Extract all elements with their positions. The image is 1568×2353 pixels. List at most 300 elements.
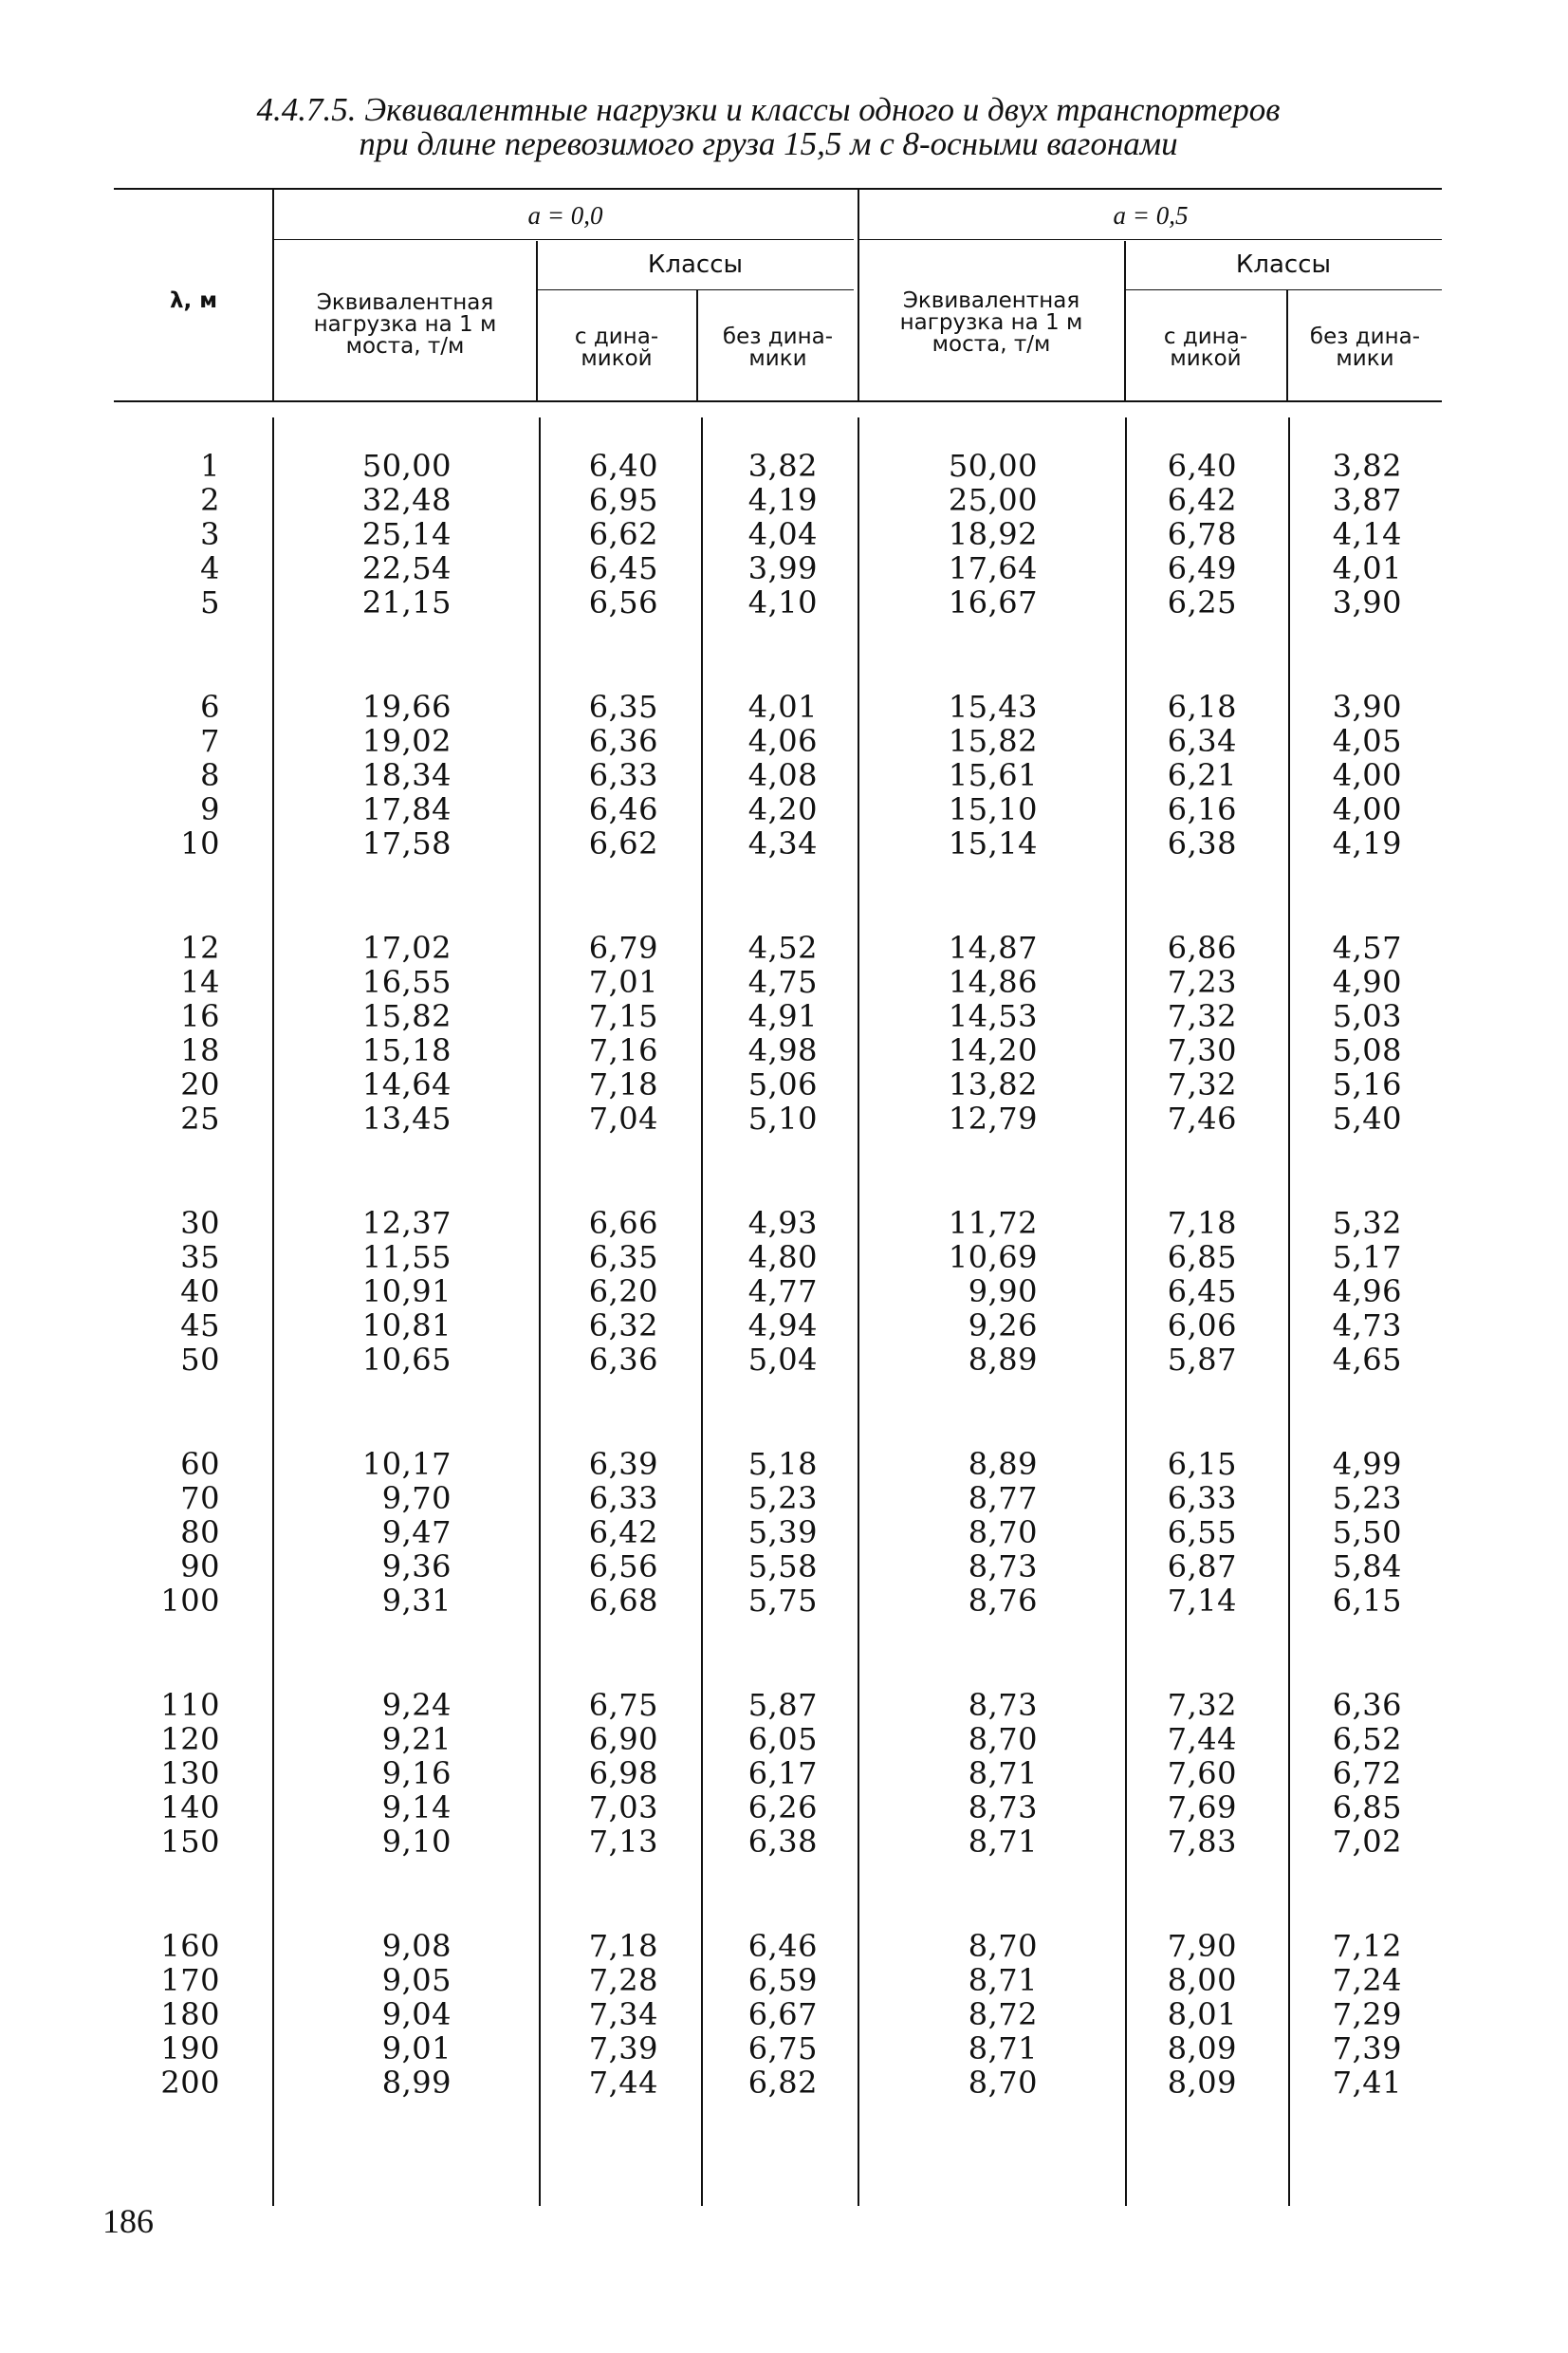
- load-a0-cell: 9,04: [381, 1996, 452, 2032]
- class-nodyn-a05-cell: 4,99: [1332, 1446, 1402, 1482]
- class-dyn-a0-cell: 6,42: [588, 1514, 658, 1550]
- table-row: [0, 1997, 1568, 2031]
- load-a05-cell: 8,71: [968, 2030, 1038, 2066]
- class-dyn-a05-cell: 7,83: [1167, 1824, 1237, 1860]
- class-dyn-a0-cell: 7,44: [588, 2065, 658, 2101]
- load-a0-cell: 9,21: [381, 1721, 452, 1757]
- load-a0-cell: 25,14: [361, 516, 452, 552]
- class-nodyn-a05-cell: 7,41: [1332, 2065, 1402, 2101]
- load-header-left: [275, 292, 535, 358]
- load-a05-cell: 8,73: [968, 1687, 1038, 1723]
- lambda-cell: 14: [180, 964, 220, 1000]
- load-a0-cell: 9,36: [381, 1548, 452, 1584]
- table-row: [0, 1790, 1568, 1825]
- load-a05-cell: 14,53: [948, 998, 1038, 1034]
- class-dyn-a05-cell: 7,32: [1167, 1687, 1237, 1723]
- class-nodyn-a05-cell: 4,19: [1332, 825, 1402, 862]
- lambda-cell: 160: [160, 1928, 220, 1964]
- load-a0-cell: 10,17: [361, 1446, 452, 1482]
- without-dynamics-header-right: [1288, 326, 1442, 370]
- class-nodyn-a05-cell: 6,52: [1332, 1721, 1402, 1757]
- load-a05-cell: 10,69: [948, 1239, 1038, 1275]
- load-a0-cell: 9,01: [381, 2030, 452, 2066]
- lambda-cell: 100: [160, 1583, 220, 1619]
- load-a0-cell: 9,10: [381, 1824, 452, 1860]
- table-row: [0, 483, 1568, 517]
- class-dyn-a0-cell: 7,39: [588, 2030, 658, 2066]
- lambda-cell: 25: [180, 1101, 220, 1137]
- class-dyn-a05-cell: 6,55: [1167, 1514, 1237, 1550]
- row-group: [0, 1687, 1568, 1860]
- load-a05-cell: 14,20: [948, 1032, 1038, 1068]
- class-dyn-a0-cell: 6,45: [588, 550, 658, 586]
- class-dyn-a05-cell: 7,46: [1167, 1101, 1237, 1137]
- with-dynamics-header-right: [1125, 326, 1286, 370]
- load-a0-cell: 13,45: [361, 1101, 452, 1137]
- class-dyn-a0-cell: 7,01: [588, 964, 658, 1000]
- class-nodyn-a05-cell: 6,85: [1332, 1789, 1402, 1825]
- class-nodyn-a0-cell: 6,17: [747, 1755, 818, 1791]
- load-a05-cell: 8,71: [968, 1824, 1038, 1860]
- class-nodyn-a0-cell: 6,26: [747, 1789, 818, 1825]
- class-nodyn-a0-cell: 6,46: [747, 1928, 818, 1964]
- class-dyn-a05-cell: 6,25: [1167, 584, 1237, 621]
- class-nodyn-a0-cell: 5,04: [747, 1342, 818, 1378]
- load-a0-cell: 15,18: [361, 1032, 452, 1068]
- class-nodyn-a0-cell: 4,04: [747, 516, 818, 552]
- load-a0-cell: 12,37: [361, 1205, 452, 1241]
- class-dyn-a05-cell: 6,16: [1167, 791, 1237, 827]
- class-dyn-a0-cell: 6,62: [588, 825, 658, 862]
- load-a0-cell: 17,84: [361, 791, 452, 827]
- load-a0-cell: 16,55: [361, 964, 452, 1000]
- load-a05-cell: 8,70: [968, 1721, 1038, 1757]
- table-row: [0, 517, 1568, 551]
- class-dyn-a05-cell: 6,18: [1167, 689, 1237, 725]
- class-nodyn-a0-cell: 6,82: [747, 2065, 818, 2101]
- class-nodyn-a0-cell: 4,77: [747, 1273, 818, 1309]
- load-a0-cell: 9,31: [381, 1583, 452, 1619]
- without-dynamics-line: без дина-: [1309, 324, 1421, 349]
- table-row: [0, 1067, 1568, 1102]
- class-nodyn-a05-cell: 7,24: [1332, 1962, 1402, 1998]
- load-a05-cell: 8,89: [968, 1342, 1038, 1378]
- header-top-rule: [114, 188, 1442, 190]
- class-nodyn-a0-cell: 6,67: [747, 1996, 818, 2032]
- class-nodyn-a05-cell: 4,05: [1332, 723, 1402, 759]
- load-a05-cell: 15,43: [948, 689, 1038, 725]
- load-a0-cell: 18,34: [361, 757, 452, 793]
- table-row: [0, 1722, 1568, 1756]
- table-row: [0, 792, 1568, 826]
- lambda-header: λ, м: [169, 288, 218, 313]
- load-a05-cell: 14,86: [948, 964, 1038, 1000]
- with-dynamics-line: микой: [581, 346, 653, 371]
- class-nodyn-a0-cell: 5,39: [747, 1514, 818, 1550]
- class-dyn-a05-cell: 7,18: [1167, 1205, 1237, 1241]
- row-group: [0, 689, 1568, 862]
- load-header-line: моста, т/м: [345, 334, 465, 359]
- class-dyn-a05-cell: 6,87: [1167, 1548, 1237, 1584]
- class-dyn-a0-cell: 6,40: [588, 448, 658, 484]
- class-dyn-a0-cell: 7,16: [588, 1032, 658, 1068]
- with-dynamics-header-left: [537, 326, 696, 370]
- class-nodyn-a05-cell: 4,00: [1332, 791, 1402, 827]
- class-nodyn-a05-cell: 4,73: [1332, 1307, 1402, 1343]
- class-nodyn-a05-cell: 5,50: [1332, 1514, 1402, 1550]
- class-nodyn-a0-cell: 5,18: [747, 1446, 818, 1482]
- load-a05-cell: 8,73: [968, 1789, 1038, 1825]
- table-row: [0, 1447, 1568, 1481]
- table-row: [0, 1549, 1568, 1584]
- class-nodyn-a0-cell: 5,87: [747, 1687, 818, 1723]
- lambda-cell: 45: [180, 1307, 220, 1343]
- class-dyn-a05-cell: 6,06: [1167, 1307, 1237, 1343]
- class-nodyn-a0-cell: 5,10: [747, 1101, 818, 1137]
- class-nodyn-a0-cell: 5,06: [747, 1066, 818, 1102]
- lambda-cell: 8: [200, 757, 220, 793]
- class-nodyn-a0-cell: 4,19: [747, 482, 818, 518]
- lambda-cell: 50: [180, 1342, 220, 1378]
- table-row: [0, 1515, 1568, 1549]
- class-dyn-a0-cell: 6,32: [588, 1307, 658, 1343]
- class-nodyn-a0-cell: 4,75: [747, 964, 818, 1000]
- lambda-cell: 5: [200, 584, 220, 621]
- class-dyn-a0-cell: 7,28: [588, 1962, 658, 1998]
- class-dyn-a05-cell: 7,44: [1167, 1721, 1237, 1757]
- load-a05-cell: 50,00: [948, 448, 1038, 484]
- lambda-cell: 4: [200, 550, 220, 586]
- class-dyn-a0-cell: 6,33: [588, 757, 658, 793]
- load-a0-cell: 9,24: [381, 1687, 452, 1723]
- class-dyn-a05-cell: 8,09: [1167, 2030, 1237, 2066]
- class-nodyn-a05-cell: 4,57: [1332, 930, 1402, 966]
- class-dyn-a0-cell: 6,20: [588, 1273, 658, 1309]
- class-dyn-a0-cell: 6,90: [588, 1721, 658, 1757]
- class-nodyn-a05-cell: 4,96: [1332, 1273, 1402, 1309]
- class-nodyn-a0-cell: 4,98: [747, 1032, 818, 1068]
- load-a0-cell: 50,00: [361, 448, 452, 484]
- load-a05-cell: 8,76: [968, 1583, 1038, 1619]
- load-a0-cell: 11,55: [361, 1239, 452, 1275]
- class-dyn-a05-cell: 6,85: [1167, 1239, 1237, 1275]
- classes-header-right: Классы: [1235, 250, 1332, 279]
- load-a0-cell: 22,54: [361, 550, 452, 586]
- load-a0-cell: 17,02: [361, 930, 452, 966]
- table-row: [0, 965, 1568, 999]
- classes-underline-left: [537, 289, 854, 290]
- table-row: [0, 758, 1568, 792]
- class-nodyn-a0-cell: 6,05: [747, 1721, 818, 1757]
- title-line-1: 4.4.7.5. Эквивалентные нагрузки и классы одного и двух транспортеров: [256, 91, 1281, 128]
- lambda-cell: 1: [200, 448, 220, 484]
- class-nodyn-a0-cell: 4,01: [747, 689, 818, 725]
- lambda-cell: 10: [180, 825, 220, 862]
- class-dyn-a05-cell: 7,30: [1167, 1032, 1237, 1068]
- class-dyn-a05-cell: 8,01: [1167, 1996, 1237, 2032]
- classes-underline-right: [1125, 289, 1442, 290]
- lambda-cell: 150: [160, 1824, 220, 1860]
- header-bottom-rule: [114, 400, 1442, 402]
- row-group: [0, 448, 1568, 621]
- class-dyn-a0-cell: 7,18: [588, 1066, 658, 1102]
- lambda-cell: 200: [160, 2065, 220, 2101]
- table-row: [0, 585, 1568, 620]
- without-dynamics-header-left: [698, 326, 858, 370]
- row-group: [0, 930, 1568, 1137]
- class-dyn-a0-cell: 6,66: [588, 1205, 658, 1241]
- class-dyn-a05-cell: 7,23: [1167, 964, 1237, 1000]
- class-dyn-a05-cell: 6,78: [1167, 516, 1237, 552]
- page-number: 186: [102, 2202, 154, 2240]
- without-dynamics-line: мики: [1336, 346, 1394, 371]
- class-dyn-a0-cell: 6,36: [588, 723, 658, 759]
- class-nodyn-a0-cell: 5,23: [747, 1480, 818, 1516]
- load-a0-cell: 10,91: [361, 1273, 452, 1309]
- load-header-right: [859, 290, 1123, 356]
- class-dyn-a0-cell: 6,62: [588, 516, 658, 552]
- load-a05-cell: 9,26: [968, 1307, 1038, 1343]
- class-nodyn-a05-cell: 3,82: [1332, 448, 1402, 484]
- table-body: [0, 449, 1568, 2170]
- table-row: [0, 724, 1568, 758]
- load-a05-cell: 25,00: [948, 482, 1038, 518]
- lambda-cell: 90: [180, 1548, 220, 1584]
- class-nodyn-a0-cell: 4,80: [747, 1239, 818, 1275]
- load-header-line: нагрузка на 1 м: [899, 310, 1083, 335]
- load-a0-cell: 17,58: [361, 825, 452, 862]
- lambda-cell: 40: [180, 1273, 220, 1309]
- row-group: [0, 1928, 1568, 2101]
- class-nodyn-a0-cell: 4,20: [747, 791, 818, 827]
- class-nodyn-a0-cell: 6,59: [747, 1962, 818, 1998]
- class-nodyn-a05-cell: 4,01: [1332, 550, 1402, 586]
- load-a05-cell: 15,14: [948, 825, 1038, 862]
- load-header-line: Эквивалентная: [316, 290, 494, 315]
- class-nodyn-a05-cell: 4,90: [1332, 964, 1402, 1000]
- class-dyn-a0-cell: 6,46: [588, 791, 658, 827]
- load-a0-cell: 9,08: [381, 1928, 452, 1964]
- table-row: [0, 1033, 1568, 1067]
- lambda-cell: 12: [180, 930, 220, 966]
- load-a05-cell: 17,64: [948, 550, 1038, 586]
- title-line-2: при длине перевозимого груза 15,5 м с 8-осными вагонами: [359, 125, 1178, 162]
- classes-header-left: Классы: [647, 250, 744, 279]
- table-row: [0, 999, 1568, 1033]
- table-row: [0, 449, 1568, 483]
- class-nodyn-a0-cell: 5,75: [747, 1583, 818, 1619]
- table-row: [0, 1274, 1568, 1308]
- load-a05-cell: 11,72: [948, 1205, 1038, 1241]
- class-dyn-a0-cell: 7,15: [588, 998, 658, 1034]
- load-a0-cell: 9,70: [381, 1480, 452, 1516]
- class-nodyn-a0-cell: 6,75: [747, 2030, 818, 2066]
- class-dyn-a05-cell: 6,38: [1167, 825, 1237, 862]
- table-row: [0, 2066, 1568, 2100]
- class-dyn-a0-cell: 6,39: [588, 1446, 658, 1482]
- table-row: [0, 1963, 1568, 1997]
- load-a0-cell: 9,47: [381, 1514, 452, 1550]
- table-row: [0, 931, 1568, 965]
- class-dyn-a05-cell: 6,34: [1167, 723, 1237, 759]
- with-dynamics-line: микой: [1170, 346, 1242, 371]
- class-nodyn-a0-cell: 4,93: [747, 1205, 818, 1241]
- table-row: [0, 1240, 1568, 1274]
- class-nodyn-a05-cell: 7,12: [1332, 1928, 1402, 1964]
- table-row: [0, 1929, 1568, 1963]
- lambda-cell: 80: [180, 1514, 220, 1550]
- lambda-cell: 20: [180, 1066, 220, 1102]
- class-nodyn-a0-cell: 4,94: [747, 1307, 818, 1343]
- class-dyn-a05-cell: 6,42: [1167, 482, 1237, 518]
- load-a0-cell: 15,82: [361, 998, 452, 1034]
- class-dyn-a05-cell: 6,49: [1167, 550, 1237, 586]
- class-nodyn-a0-cell: 4,10: [747, 584, 818, 621]
- class-nodyn-a05-cell: 5,40: [1332, 1101, 1402, 1137]
- load-a0-cell: 10,65: [361, 1342, 452, 1378]
- load-a05-cell: 15,61: [948, 757, 1038, 793]
- lambda-cell: 9: [200, 791, 220, 827]
- table-row: [0, 1688, 1568, 1722]
- load-a05-cell: 8,73: [968, 1548, 1038, 1584]
- load-a05-cell: 8,89: [968, 1446, 1038, 1482]
- class-nodyn-a05-cell: 7,39: [1332, 2030, 1402, 2066]
- load-a05-cell: 8,71: [968, 1755, 1038, 1791]
- load-a05-cell: 13,82: [948, 1066, 1038, 1102]
- class-nodyn-a0-cell: 4,06: [747, 723, 818, 759]
- class-nodyn-a05-cell: 5,16: [1332, 1066, 1402, 1102]
- class-nodyn-a0-cell: 4,08: [747, 757, 818, 793]
- class-nodyn-a05-cell: 3,90: [1332, 689, 1402, 725]
- class-dyn-a05-cell: 7,32: [1167, 1066, 1237, 1102]
- alpha-0-header: a = 0,0: [527, 201, 603, 230]
- class-nodyn-a0-cell: 5,58: [747, 1548, 818, 1584]
- class-nodyn-a05-cell: 5,32: [1332, 1205, 1402, 1241]
- class-nodyn-a05-cell: 6,36: [1332, 1687, 1402, 1723]
- class-nodyn-a05-cell: 5,84: [1332, 1548, 1402, 1584]
- class-dyn-a0-cell: 6,95: [588, 482, 658, 518]
- load-a0-cell: 10,81: [361, 1307, 452, 1343]
- alpha-underline-right: [859, 239, 1442, 240]
- with-dynamics-line: с дина-: [574, 324, 659, 349]
- class-dyn-a0-cell: 6,98: [588, 1755, 658, 1791]
- load-a05-cell: 12,79: [948, 1101, 1038, 1137]
- class-dyn-a0-cell: 6,56: [588, 584, 658, 621]
- lambda-cell: 110: [160, 1687, 220, 1723]
- lambda-cell: 6: [200, 689, 220, 725]
- class-dyn-a0-cell: 7,04: [588, 1101, 658, 1137]
- class-dyn-a05-cell: 5,87: [1167, 1342, 1237, 1378]
- load-header-line: Эквивалентная: [902, 288, 1080, 313]
- table-row: [0, 1102, 1568, 1136]
- class-dyn-a05-cell: 6,40: [1167, 448, 1237, 484]
- load-a05-cell: 9,90: [968, 1273, 1038, 1309]
- load-a0-cell: 19,02: [361, 723, 452, 759]
- lambda-cell: 70: [180, 1480, 220, 1516]
- load-header-line: моста, т/м: [932, 332, 1051, 357]
- lambda-cell: 16: [180, 998, 220, 1034]
- class-dyn-a0-cell: 6,79: [588, 930, 658, 966]
- class-nodyn-a05-cell: 3,87: [1332, 482, 1402, 518]
- lambda-cell: 3: [200, 516, 220, 552]
- table-row: [0, 690, 1568, 724]
- class-dyn-a05-cell: 6,21: [1167, 757, 1237, 793]
- load-a0-cell: 32,48: [361, 482, 452, 518]
- load-a05-cell: 15,82: [948, 723, 1038, 759]
- lambda-cell: 170: [160, 1962, 220, 1998]
- class-dyn-a0-cell: 7,03: [588, 1789, 658, 1825]
- row-group: [0, 1446, 1568, 1619]
- table-row: [0, 1756, 1568, 1790]
- class-nodyn-a05-cell: 3,90: [1332, 584, 1402, 621]
- class-nodyn-a05-cell: 7,02: [1332, 1824, 1402, 1860]
- lambda-cell: 2: [200, 482, 220, 518]
- class-dyn-a0-cell: 7,34: [588, 1996, 658, 2032]
- class-nodyn-a05-cell: 5,08: [1332, 1032, 1402, 1068]
- class-dyn-a0-cell: 6,35: [588, 689, 658, 725]
- class-dyn-a05-cell: 6,86: [1167, 930, 1237, 966]
- class-nodyn-a05-cell: 5,03: [1332, 998, 1402, 1034]
- table-title: [114, 93, 1423, 161]
- table-row: [0, 1825, 1568, 1859]
- load-a05-cell: 18,92: [948, 516, 1038, 552]
- table-row: [0, 1584, 1568, 1618]
- without-dynamics-line: мики: [748, 346, 807, 371]
- class-dyn-a0-cell: 6,68: [588, 1583, 658, 1619]
- lambda-cell: 140: [160, 1789, 220, 1825]
- row-group: [0, 1205, 1568, 1378]
- class-dyn-a0-cell: 6,75: [588, 1687, 658, 1723]
- lambda-cell: 18: [180, 1032, 220, 1068]
- table-row: [0, 2031, 1568, 2066]
- class-dyn-a05-cell: 8,09: [1167, 2065, 1237, 2101]
- table-row: [0, 551, 1568, 585]
- load-a05-cell: 14,87: [948, 930, 1038, 966]
- lambda-cell: 120: [160, 1721, 220, 1757]
- load-a05-cell: 15,10: [948, 791, 1038, 827]
- class-dyn-a05-cell: 6,15: [1167, 1446, 1237, 1482]
- lambda-cell: 130: [160, 1755, 220, 1791]
- load-a0-cell: 21,15: [361, 584, 452, 621]
- class-nodyn-a05-cell: 6,72: [1332, 1755, 1402, 1791]
- class-dyn-a05-cell: 7,14: [1167, 1583, 1237, 1619]
- without-dynamics-line: без дина-: [722, 324, 834, 349]
- lambda-cell: 60: [180, 1446, 220, 1482]
- load-a0-cell: 14,64: [361, 1066, 452, 1102]
- load-header-line: нагрузка на 1 м: [313, 312, 497, 337]
- class-dyn-a05-cell: 7,32: [1167, 998, 1237, 1034]
- class-nodyn-a0-cell: 4,34: [747, 825, 818, 862]
- table-row: [0, 1308, 1568, 1343]
- class-dyn-a05-cell: 7,90: [1167, 1928, 1237, 1964]
- lambda-cell: 190: [160, 2030, 220, 2066]
- lambda-cell: 35: [180, 1239, 220, 1275]
- lambda-cell: 180: [160, 1996, 220, 2032]
- class-nodyn-a05-cell: 4,65: [1332, 1342, 1402, 1378]
- load-a05-cell: 8,70: [968, 1928, 1038, 1964]
- class-dyn-a0-cell: 7,18: [588, 1928, 658, 1964]
- class-dyn-a05-cell: 6,33: [1167, 1480, 1237, 1516]
- load-a0-cell: 9,05: [381, 1962, 452, 1998]
- with-dynamics-line: с дина-: [1163, 324, 1248, 349]
- class-dyn-a0-cell: 6,56: [588, 1548, 658, 1584]
- class-nodyn-a0-cell: 3,82: [747, 448, 818, 484]
- class-dyn-a0-cell: 7,13: [588, 1824, 658, 1860]
- load-a05-cell: 8,71: [968, 1962, 1038, 1998]
- table-row: [0, 1343, 1568, 1377]
- class-dyn-a0-cell: 6,33: [588, 1480, 658, 1516]
- class-dyn-a05-cell: 7,69: [1167, 1789, 1237, 1825]
